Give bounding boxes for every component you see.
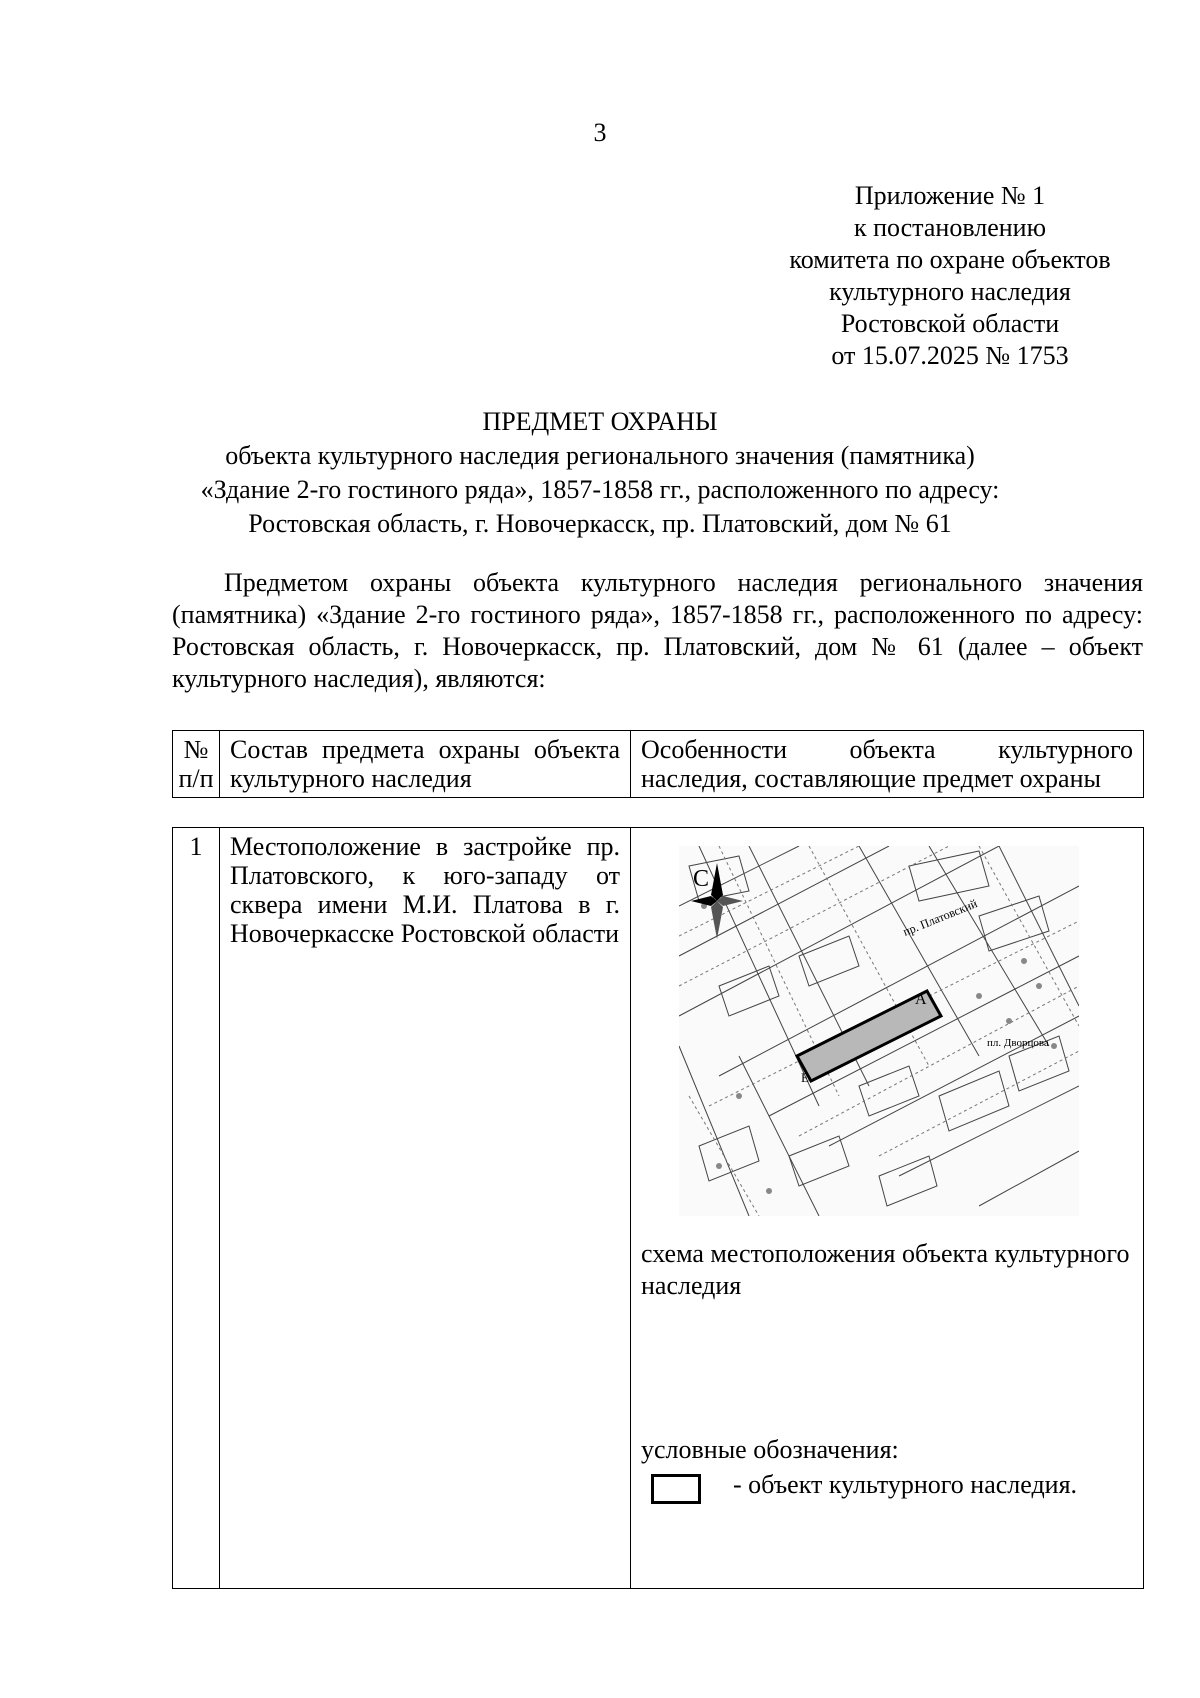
annex-line: культурного наследия bbox=[829, 277, 1071, 306]
annex-line: комитета по охране объектов bbox=[789, 245, 1111, 274]
heading-title: ПРЕДМЕТ ОХРАНЫ bbox=[482, 407, 718, 436]
map-caption: схема местоположения объекта культурного наследия bbox=[641, 1239, 1130, 1300]
map-building-label: А bbox=[915, 991, 927, 1008]
legend-swatch-icon bbox=[651, 1474, 701, 1504]
map-street-label: пр. Платовский bbox=[900, 896, 980, 939]
header-features: Особенности объекта культурного наследия, составляющие предмет охраны bbox=[631, 731, 1144, 798]
page-number: 3 bbox=[593, 118, 607, 147]
heading-line: объекта культурного наследия регионального значения (памятника) bbox=[225, 441, 975, 470]
row-features bbox=[631, 828, 1144, 1589]
heading-line: «Здание 2-го гостиного ряда», 1857-1858 гг., расположенного по адресу: bbox=[200, 475, 1000, 504]
annex-line: к постановлению bbox=[853, 213, 1047, 242]
intro-paragraph: Предметом охраны объекта культурного наследия регионального значения (памятника) «Здание 2-го гостиного ряда», 1857-1858 гг., расположенного по адресу: Ростовская область, г. Новочеркасск, пр. Платовский, дом № 61 (далее – объект культурного наследия), являются: bbox=[172, 568, 1143, 693]
table-row bbox=[173, 828, 1144, 1589]
document-heading bbox=[0, 405, 1200, 541]
legend-item bbox=[641, 1470, 1133, 1510]
legend-label: - объект культурного наследия. bbox=[733, 1470, 1078, 1499]
map-square-label: пл. Дворцова bbox=[987, 1037, 1049, 1049]
legend-title: условные обозначения: bbox=[641, 1435, 899, 1464]
annex-line: Ростовской области bbox=[840, 309, 1060, 338]
annex-line: от 15.07.2025 № 1753 bbox=[831, 341, 1069, 370]
annex-line: Приложение № 1 bbox=[854, 181, 1046, 210]
location-map bbox=[679, 846, 1079, 1216]
heading-line: Ростовская область, г. Новочеркасск, пр. Платовский, дом № 61 bbox=[248, 509, 952, 538]
row-number: 1 bbox=[173, 828, 220, 1589]
header-composition: Состав предмета охраны объекта культурного наследия bbox=[220, 731, 631, 798]
row-composition: Местоположение в застройке пр. Платовского, к юго-западу от сквера имени М.И. Платова в г. Новочеркасске Ростовской области bbox=[220, 828, 631, 1589]
header-number: № п/п bbox=[173, 731, 220, 798]
map-north-label: С bbox=[693, 866, 710, 892]
annex-block bbox=[720, 180, 1180, 372]
map-letter-e: Е bbox=[801, 1070, 809, 1085]
table-body bbox=[172, 827, 1144, 1589]
table-header bbox=[172, 730, 1144, 798]
